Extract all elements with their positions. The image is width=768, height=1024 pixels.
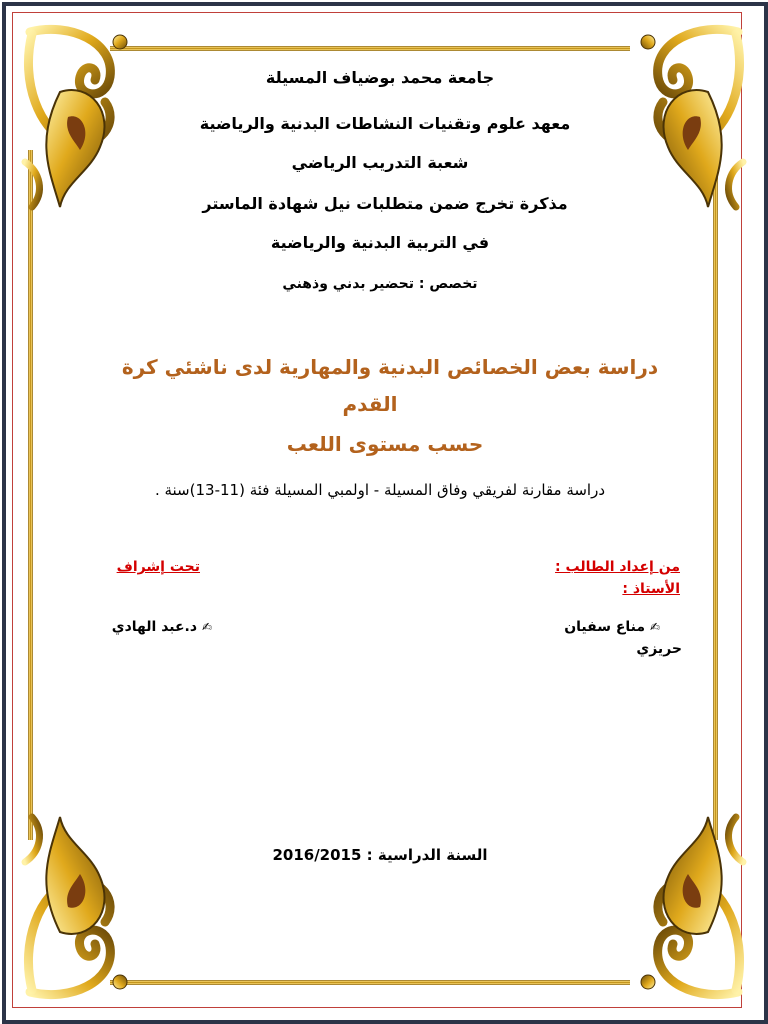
memo-statement: مذكرة تخرج ضمن متطلبات نيل شهادة الماستر — [202, 194, 568, 213]
student-name-line2: حريزي — [636, 641, 682, 657]
specialty-label: تخصص : تحضير بدني وذهني — [282, 276, 478, 292]
department-name: شعبة التدريب الرياضي — [291, 153, 469, 172]
ornament-bottom-right — [630, 812, 748, 1002]
gold-border-left — [28, 150, 33, 840]
supervisor-label: تحت إشراف — [116, 559, 200, 575]
ornament-top-right — [630, 22, 748, 212]
academic-year: السنة الدراسية : 2016/2015 — [272, 846, 488, 864]
student-name-row — [500, 619, 660, 635]
thesis-title-line3: حسب مستوى اللعب — [286, 432, 484, 456]
supervisor-title-label: الأستاذ : — [622, 581, 680, 597]
ornament-bottom-left — [20, 812, 138, 1002]
student-name: مناع سفيان — [564, 619, 646, 635]
supervisor-name-row — [100, 619, 212, 635]
institute-name: معهد علوم وتقنيات النشاطات البدنية والرياضية — [199, 114, 571, 133]
gold-border-right — [713, 150, 718, 840]
pen-icon: ✍ — [649, 620, 660, 634]
supervisor-name: د.عبد الهادي — [111, 619, 198, 635]
gold-border-bottom — [110, 980, 630, 985]
pen-icon: ✍ — [201, 620, 212, 634]
thesis-title-line2: القدم — [342, 392, 398, 416]
thesis-subtitle: دراسة مقارنة لفريقي وفاق المسيلة - اولمبي المسيلة فئة (11-13)سنة . — [154, 481, 606, 499]
field-statement: في التربية البدنية والرياضية — [270, 233, 490, 252]
student-label: من إعداد الطالب : — [555, 559, 680, 575]
ornament-top-left — [20, 22, 138, 212]
gold-border-top — [110, 46, 630, 51]
thesis-title-line1: دراسة بعض الخصائص البدنية والمهارية لدى ناشئي كرة — [121, 355, 659, 379]
university-name: جامعة محمد بوضياف المسيلة — [265, 68, 495, 87]
